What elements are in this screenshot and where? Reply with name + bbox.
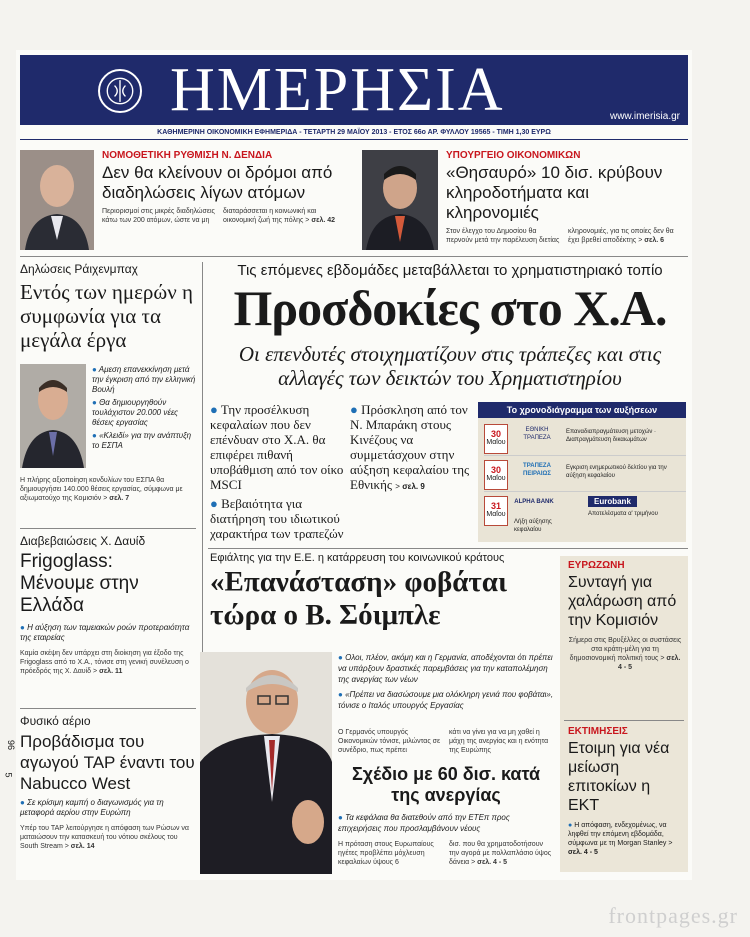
top-left-label: ΝΟΜΟΘΕΤΙΚΗ ΡΥΘΜΙΣΗ Ν. ΔΕΝΔΙΑ: [102, 150, 273, 161]
calendar-icon: [484, 460, 508, 490]
lead-col-2: ● Πρόσκληση από τον Ν. Μπαράκη στους Κινέζους να συμμετάσχουν στην αύξηση κεφαλαίου της Εθνικής > σελ. 9: [350, 402, 470, 492]
lead-bullet-2: Βεβαιότητα για διατήρηση του ιδιωτικού χαρακτήρα των τραπεζών: [210, 496, 344, 541]
left-story-3-bullet-1: Σε κρίσιμη καμπή ο διαγωνισμός για τη μεταφορά αερίου στην Ευρώπη: [20, 798, 164, 817]
center-bullets: [338, 652, 554, 711]
schaeuble-photo: [200, 652, 332, 874]
lead-bullet-1: Την προσέλκυση κεφαλαίων που δεν επένδυαν στο Χ.Α. θα επιφέρει πιθανή υποβάθμιση από τον οίκο MSCI: [210, 402, 344, 492]
eurobank-logo: Eurobank: [588, 496, 637, 507]
left-story-2-bullet-1: Η αύξηση των ταμειακών ροών προτεραιότητα της εταιρείας: [20, 623, 190, 642]
divider: [564, 720, 684, 721]
bullet-icon: ●: [338, 813, 343, 822]
center-text-b: κάτι να γίνει για να μη χαθεί η μάχη της ανεργίας και η ενότητα της Ευρώπης: [449, 729, 549, 754]
center-text-c: Η πρόταση στους Ευρωπαίους ηγέτες προβλέπει μόχλευση κεφαλαίων ύψους 6: [338, 841, 434, 866]
timeline-row: [484, 422, 686, 456]
left-story-3-headline[interactable]: Προβάδισμα του αγωγού TAP έναντι του Nabucco West: [20, 732, 195, 793]
timeline-day: 31: [490, 501, 501, 511]
right-story-1-headline[interactable]: Συνταγή για χαλάρωση από την Κομισιόν: [568, 574, 677, 629]
left-story-2-text-wrap: Καμία σκέψη δεν υπάρχει στη διοίκηση για έξοδο της Frigoglass από το Χ.Α., τόνισε στη γενική συνέλευση ο πρόεδρός της Χ. Δαυίδ > σελ. 11: [20, 650, 189, 675]
top-left-text-a: Περιορισμοί στις μικρές διαδηλώσεις κάτω των 200 ατόμων, ώστε να μη: [102, 208, 215, 224]
left-story-1-text-wrap: Η πλήρης αξιοποίηση κονδυλίων του ΕΣΠΑ θα δημιουργήσει 140.000 θέσεις εργασίας, σύμφωνα με αξιωματούχο της Κομισιόν > σελ. 7: [20, 477, 183, 502]
bullet-icon: ●: [20, 798, 25, 807]
left-story-3-text: Υπέρ του TAP λειτούργησε η απόφαση των Ρώσων να ματαιώσουν την κατασκευή του νότιου σκέλους του South Stream: [20, 825, 189, 850]
center-ref: σελ. 4 - 5: [477, 859, 508, 866]
masthead-subtitle: ΚΑΘΗΜΕΡΙΝΗ ΟΙΚΟΝΟΜΙΚΗ ΕΦΗΜΕΡΙΔΑ - ΤΕΤΑΡΤΗ 29 ΜΑΪΟΥ 2013 - ΕΤΟΣ 66ο ΑΡ. ΦΥΛΛΟΥ 19565 - ΤΙΜΗ 1,30 ΕΥΡΩ: [20, 126, 688, 140]
divider: [20, 708, 196, 709]
top-left-ref: σελ. 42: [311, 217, 336, 224]
timeline-day: 30: [490, 429, 501, 439]
center-headline[interactable]: «Επανάσταση» φοβάται τώρα ο Β. Σόιμπλε: [210, 566, 507, 631]
right-story-2-text-wrap: ● Η απόφαση, ενδεχομένως, να ληφθεί την επόμενη εβδομάδα, σύμφωνα με τη Morgan Stanley > σελ. 4 - 5: [568, 822, 673, 856]
dendias-photo: [20, 150, 94, 250]
center-sub-headline[interactable]: Σχέδιο με 60 δισ. κατά της ανεργίας: [351, 764, 541, 805]
masthead-url[interactable]: www.imerisia.gr: [609, 111, 680, 122]
center-bullet-3: Τα κεφάλαια θα διατεθούν από την ΕΤΕπ προς επιχειρήσεις που προσλαμβάνουν νέους: [338, 813, 510, 833]
bank-name: ALPHA BANK: [514, 499, 554, 505]
lead-bullet-3: Πρόσκληση από τον Ν. Μπαράκη στους Κινέζους να συμμετάσχουν στην αύξηση κεφαλαίου της Εθνικής: [350, 402, 470, 492]
left-story-1-bullet-2: Θα δημιουργηθούν τουλάχιστον 20.000 νέες θέσεις εργασίας: [92, 398, 179, 427]
divider: [208, 548, 688, 549]
bullet-icon: ●: [568, 822, 573, 829]
bullet-icon: ●: [92, 431, 97, 440]
side-mark-b: 5: [3, 772, 14, 778]
left-story-1-bullets: [92, 365, 196, 451]
calendar-icon: [484, 424, 508, 454]
top-right-headline[interactable]: «Θησαυρό» 10 δισ. κρύβουν κληροδοτήματα και κληρονομιές: [446, 163, 663, 222]
right-story-2-ref: σελ. 4 - 5: [568, 849, 598, 856]
center-text-d: δισ. που θα χρηματοδοτήσουν την αγορά με πολλαπλάσιο ύψος δάνεια: [449, 841, 552, 866]
top-right-ref: σελ. 6: [644, 237, 665, 244]
left-story-1-bullet-3: «Κλειδί» για την ανάπτυξη το ΕΣΠΑ: [92, 431, 192, 450]
right-story-1-text-wrap: Σήμερα στις Βρυξέλλες οι συστάσεις στα κράτη-μέλη για τη δημοσιονομική πολιτική τους > σελ. 4 - 5: [568, 637, 682, 671]
timeline-row: [484, 494, 686, 538]
bullet-icon: ●: [20, 623, 25, 632]
bullet-icon: ●: [92, 398, 97, 407]
top-right-text-a: Στον έλεγχο του Δημοσίου θα περνούν μετά την παρέλευση διετίας: [446, 228, 560, 244]
left-story-frigoglass[interactable]: [20, 534, 196, 676]
top-right-story[interactable]: [446, 150, 686, 245]
left-story-tap[interactable]: [20, 714, 196, 851]
timeline-text: Λήξη αύξησης κεφαλαίου: [514, 519, 552, 533]
center-bullet-3-wrap: [338, 812, 554, 834]
left-story-1-ref: σελ. 7: [109, 495, 130, 502]
top-left-text-b-wrap: διαταράσσεται η κοινωνική και οικονομική ζωή της πόλης > σελ. 42: [223, 208, 336, 224]
timeline-text: Εγκριση ενημερωτικού δελτίου για την αύξηση κεφαλαίου: [566, 465, 667, 479]
lead-ref: σελ. 9: [402, 482, 425, 491]
center-bullet-1: Ολοι, πλέον, ακόμη και η Γερμανία, αποδέχονται ότι πρέπει να υπάρξουν δραστικές παρεμβάσεις για την καταπολέμηση της ανεργίας των νέων: [338, 653, 553, 684]
right-story-1-label: ΕΥΡΩΖΩΝΗ: [568, 560, 625, 571]
timeline-text: Επαναδιαπραγμάτευση μετοχών · Διαπραγμάτευση δικαιωμάτων: [566, 429, 657, 443]
left-story-1-text: Η πλήρης αξιοποίηση κονδυλίων του ΕΣΠΑ θα δημιουργήσει 140.000 θέσεις εργασίας, σύμφωνα με αξιωματούχο της Κομισιόν: [20, 477, 183, 502]
right-story-eurozone[interactable]: [568, 560, 682, 672]
timeline-month: Μαΐου: [486, 511, 506, 518]
right-story-ecb[interactable]: [568, 726, 682, 857]
right-story-1-ref: σελ. 4 - 5: [617, 655, 681, 671]
timeline-month: Μαΐου: [486, 439, 506, 446]
watermark: frontpages.gr: [608, 903, 738, 928]
left-story-3-ref: σελ. 14: [70, 843, 95, 850]
bank-name: ΕΘΝΙΚΗ ΤΡΑΠΕΖΑ: [523, 427, 551, 441]
timeline-box: [478, 402, 686, 542]
left-story-2-text: Καμία σκέψη δεν υπάρχει στη διοίκηση για έξοδο της Frigoglass από το Χ.Α., τόνισε στη γενική συνέλευση ο πρόεδρός της Χ. Δαυίδ: [20, 650, 189, 675]
left-story-3-kicker: Φυσικό αέριο: [20, 714, 91, 728]
timeline-title: Το χρονοδιάγραμμα των αυξήσεων: [478, 402, 686, 418]
bullet-icon: ●: [210, 402, 218, 417]
reichenbach-photo: [20, 364, 86, 468]
right-story-2-label: ΕΚΤΙΜΗΣΕΙΣ: [568, 726, 628, 737]
bullet-icon: ●: [210, 496, 218, 511]
right-story-2-headline[interactable]: Ετοιμη για νέα μείωση επιτοκίων η ΕΚΤ: [568, 740, 670, 814]
center-kicker: Εφιάλτης για την Ε.Ε. η κατάρρευση του κοινωνικού κράτους: [210, 552, 505, 564]
divider: [20, 528, 196, 529]
bullet-icon: ●: [338, 653, 343, 662]
center-text-1: [338, 728, 554, 755]
top-right-text-b-wrap: κληρονομιές, για τις οποίες δεν θα έχει βρεθεί αποδέκτης > σελ. 6: [568, 228, 674, 244]
left-story-1-kicker: Δηλώσεις Ράιχενμπαχ: [20, 262, 138, 276]
right-story-2-text: Η απόφαση, ενδεχομένως, να ληφθεί την επόμενη εβδομάδα, σύμφωνα με τη Morgan Stanley: [568, 822, 667, 847]
bullet-icon: ●: [338, 690, 343, 699]
lead-headline[interactable]: Προσδοκίες στο Χ.Α.: [233, 280, 667, 336]
bullet-icon: ●: [350, 402, 358, 417]
divider: [20, 256, 688, 257]
stournaras-photo: [362, 150, 438, 250]
top-left-headline[interactable]: Δεν θα κλείνουν οι δρόμοι από διαδηλώσεις λίγων ατόμων: [102, 163, 333, 202]
timeline-row: [484, 458, 686, 492]
timeline-text: Αποτελέσματα α' τριμήνου: [588, 511, 658, 517]
bank-name: ΤΡΑΠΕΖΑ ΠΕΙΡΑΙΩΣ: [523, 463, 551, 477]
left-story-2-headline[interactable]: Frigoglass: Μένουμε στην Ελλάδα: [20, 551, 139, 616]
right-story-1-text: Σήμερα στις Βρυξέλλες οι συστάσεις στα κράτη-μέλη για τη δημοσιονομική πολιτική τους: [568, 637, 682, 662]
lead-kicker: Τις επόμενες εβδομάδες μεταβάλλεται το χρηματιστηριακό τοπίο: [237, 262, 663, 279]
center-bullet-2: «Πρέπει να διασώσουμε μια ολόκληρη γενιά που φοβάται», τόνισε ο Ιταλός υπουργός Εργασίας: [338, 690, 554, 710]
top-left-text-b: διαταράσσεται η κοινωνική και οικονομική ζωή της πόλης: [223, 208, 317, 224]
timeline-day: 30: [490, 465, 501, 475]
top-right-text-b: κληρονομιές, για τις οποίες δεν θα έχει βρεθεί αποδέκτης: [568, 228, 674, 244]
side-mark-a: 96: [6, 739, 17, 751]
left-story-3-text-wrap: Υπέρ του TAP λειτούργησε η απόφαση των Ρώσων να ματαιώσουν την κατασκευή του νότιου σκέλους του South Stream > σελ. 14: [20, 825, 189, 850]
center-text-a: Ο Γερμανός υπουργός Οικονομικών τόνισε, μιλώντας σε συνέδριο, πως πρέπει: [338, 729, 441, 754]
left-story-2-kicker: Διαβεβαιώσεις Χ. Δαυίδ: [20, 534, 146, 548]
left-story-2-ref: σελ. 11: [99, 668, 123, 675]
bullet-icon: ●: [92, 365, 97, 374]
top-right-label: ΥΠΟΥΡΓΕΙΟ ΟΙΚΟΝΟΜΙΚΩΝ: [446, 150, 581, 161]
masthead-title: ΗΜΕΡΗΣΙΑ: [170, 56, 505, 124]
left-story-1-headline[interactable]: Εντός των ημερών η συμφωνία για τα μεγάλα έργα: [20, 280, 193, 352]
lead-col-1: [210, 402, 346, 541]
timeline-month: Μαΐου: [486, 475, 506, 482]
masthead: [20, 55, 688, 125]
left-story-1-bullet-1: Αμεση επανεκκίνηση μετά την έγκριση από την ελληνική Βουλή: [92, 365, 196, 394]
center-text-2: [338, 840, 554, 867]
left-story-reichenbach[interactable]: [20, 262, 196, 352]
lead-deck: Οι επενδυτές στοιχηματίζουν στις τράπεζες και στις αλλαγές των δεικτών του Χρηματιστηρίου: [238, 342, 662, 390]
calendar-icon: [484, 496, 508, 526]
emblem-icon: [98, 69, 142, 113]
center-text-d-wrap: δισ. που θα χρηματοδοτήσουν την αγορά με πολλαπλάσιο ύψος δάνεια > σελ. 4 - 5: [449, 841, 552, 866]
top-left-story[interactable]: [102, 150, 350, 225]
